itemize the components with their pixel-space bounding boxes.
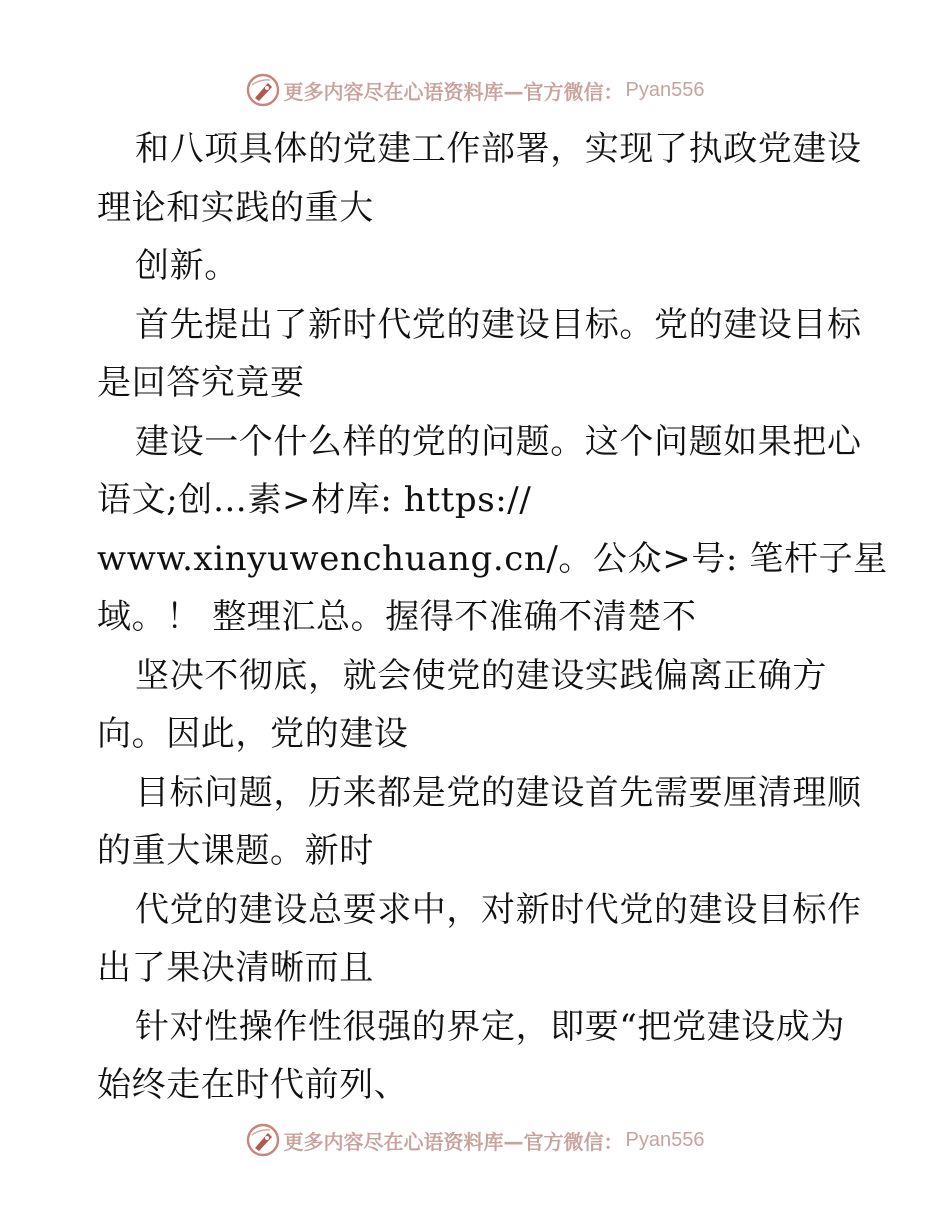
text-line: 首先提出了新时代党的建设目标。党的建设目标 (135, 304, 862, 345)
banner-wechat-handle: Pyan556 (625, 1128, 705, 1151)
text-line: 和八项具体的党建工作部署，实现了执政党建设 (135, 129, 862, 169)
text-line: www.xinyuwenchuang.cn/。公众>号: 笔杆子星 (97, 538, 888, 579)
text-line: 语文;创…素>材库: https:// (97, 480, 532, 520)
footer-watermark-banner (0, 1120, 950, 1160)
text-line: 是回答究竟要 (97, 363, 305, 403)
text-line: 针对性操作性很强的界定，即要“把党建设成为 (135, 1006, 845, 1047)
pen-nib-logo-icon (246, 73, 280, 107)
text-line: 理论和实践的重大 (97, 187, 374, 228)
banner-text: 更多内容尽在心语资料库—官方微信： (283, 79, 624, 104)
text-line: 创新。 (135, 246, 239, 286)
text-line: 向。因此，党的建设 (97, 714, 409, 754)
text-line: 域。！ 整理汇总。握得不准确不清楚不 (97, 597, 697, 637)
text-line: 建设一个什么样的党的问题。这个问题如果把心 (135, 421, 862, 462)
banner-wechat-handle: Pyan556 (625, 78, 705, 101)
text-line: 目标问题，历来都是党的建设首先需要厘清理顺 (135, 772, 862, 813)
text-line: 代党的建设总要求中，对新时代党的建设目标作 (135, 889, 862, 930)
text-line: 的重大课题。新时 (97, 831, 374, 871)
text-line: 始终走在时代前列、 (97, 1065, 409, 1105)
text-line: 坚决不彻底，就会使党的建设实践偏离正确方 (135, 655, 827, 696)
body-text (97, 120, 888, 1115)
pen-nib-logo-icon (246, 1123, 280, 1157)
header-watermark-banner (0, 70, 950, 110)
text-line: 出了果决清晰而且 (97, 948, 374, 988)
banner-text: 更多内容尽在心语资料库—官方微信： (283, 1129, 624, 1154)
